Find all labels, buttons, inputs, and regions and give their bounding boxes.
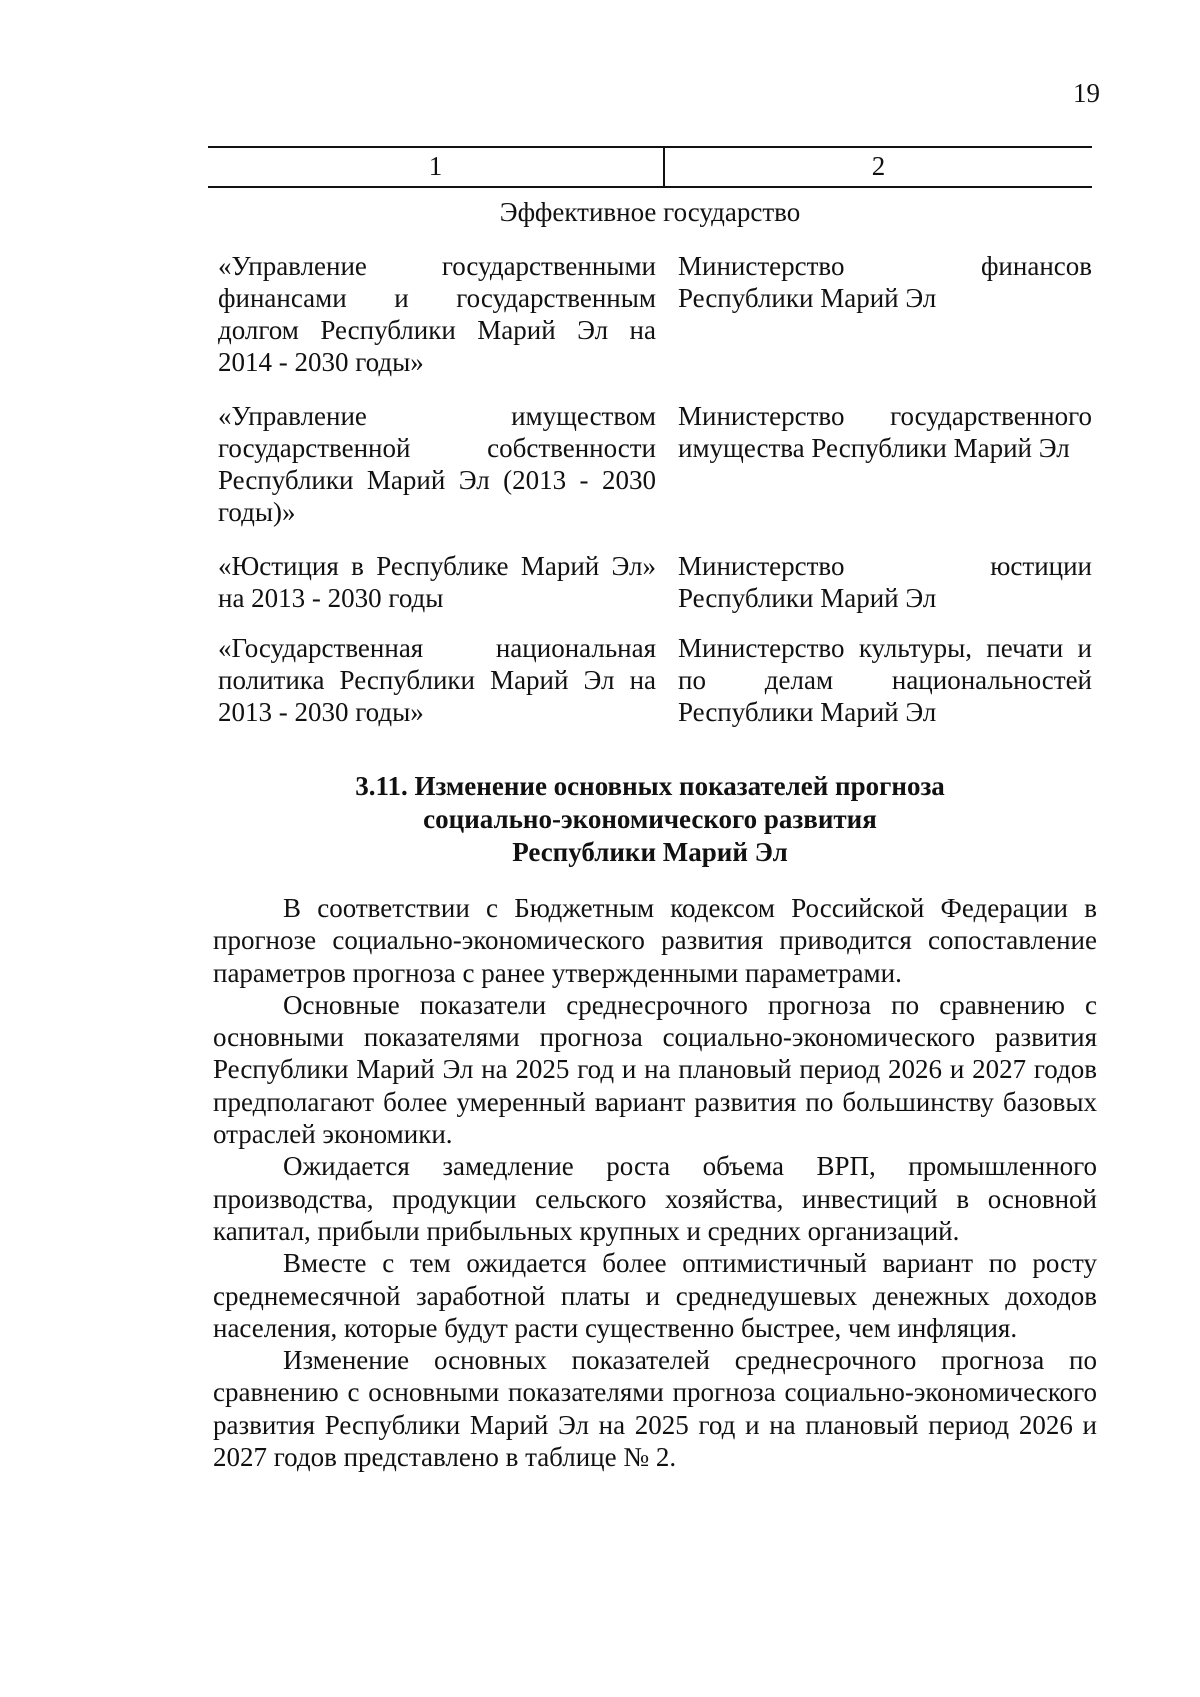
table-section-label: Эффективное государство <box>499 197 801 227</box>
paragraph: Вместе с тем ожидается более оптимистичный вариант по росту среднемесячной заработной платы и среднедушевых денежных доходов населения, которые будут расти существенно быстрее, чем инфляция. <box>213 1248 1097 1343</box>
table-header-col-1: 1 <box>208 148 665 186</box>
responsible-organization: Министерство финансов Республики Марий Эл <box>678 251 1092 313</box>
responsible-organization: Министерство государственного имущества Республики Марий Эл <box>678 401 1092 463</box>
section-heading-line: социально-экономического развития <box>423 804 877 834</box>
page-number: 19 <box>1073 78 1100 108</box>
table-row <box>218 550 1092 632</box>
table-header-row <box>208 146 1092 188</box>
table-row <box>218 632 1092 728</box>
table-header-col-2: 2 <box>871 151 886 181</box>
paragraph: Ожидается замедление роста объема ВРП, промышленного производства, продукции сельского хозяйства, инвестиций в основной капитал, прибыли прибыльных крупных и средних организаций. <box>213 1151 1097 1246</box>
table-row <box>218 400 1092 550</box>
responsible-organization: Министерство юстиции Республики Марий Эл <box>678 551 1092 613</box>
programs-table <box>218 250 1092 728</box>
program-name: «Управление имуществом государственной собственности Республики Марий Эл (2013 - 2030 годы)» <box>218 401 656 527</box>
paragraph: Изменение основных показателей среднесрочного прогноза по сравнению с основными показателями прогноза социально-экономического развития Республики Марий Эл на 2025 год и на плановый период 2026 и 2027 годов представлено в таблице № 2. <box>213 1345 1097 1473</box>
program-name: «Управление государственными финансами и государственным долгом Республики Марий Эл на 2014 - 2030 годы» <box>218 251 656 377</box>
table-row <box>218 250 1092 400</box>
program-name: «Юстиция в Республике Марий Эл» на 2013 - 2030 годы <box>218 551 656 613</box>
program-name: «Государственная национальная политика Республики Марий Эл на 2013 - 2030 годы» <box>218 633 656 727</box>
paragraph: В соответствии с Бюджетным кодексом Российской Федерации в прогнозе социально-экономического развития приводится сопоставление параметров прогноза с ранее утвержденными параметрами. <box>213 893 1097 988</box>
section-heading-line: Республики Марий Эл <box>512 837 788 867</box>
body-text <box>213 892 1097 1473</box>
section-heading-line: 3.11. Изменение основных показателей прогноза <box>355 771 945 801</box>
section-heading <box>208 770 1092 869</box>
responsible-organization: Министерство культуры, печати и по делам национальностей Республики Марий Эл <box>678 633 1092 727</box>
paragraph: Основные показатели среднесрочного прогноза по сравнению с основными показателями прогноза социально-экономического развития Республики Марий Эл на 2025 год и на плановый период 2026 и 2027 годов предполагают более умеренный вариант развития по большинству базовых отраслей экономики. <box>213 989 1097 1150</box>
